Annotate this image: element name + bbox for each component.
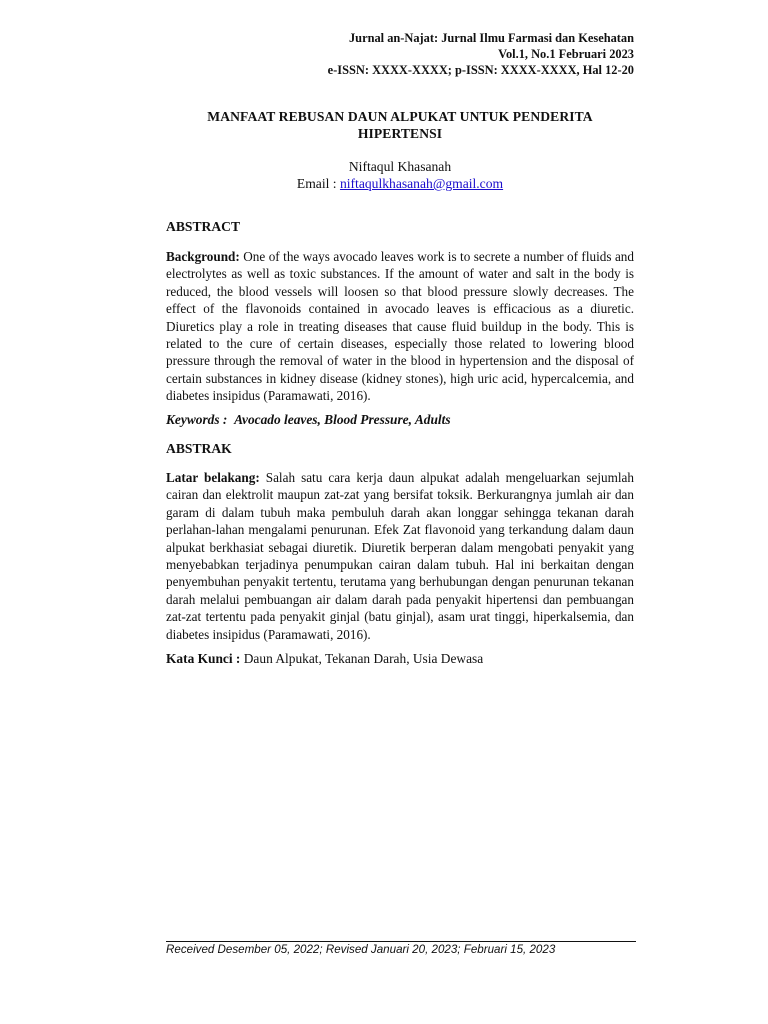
journal-volume: Vol.1, No.1 Februari 2023 bbox=[498, 47, 634, 61]
paper-title: MANFAAT REBUSAN DAUN ALPUKAT UNTUK PENDERITA HIPERTENSI bbox=[207, 109, 593, 141]
keywords-label: Keywords : bbox=[166, 412, 228, 427]
footer-divider bbox=[166, 941, 636, 942]
abstract-keywords bbox=[166, 412, 634, 428]
abstrak-paragraph bbox=[166, 469, 634, 643]
received-dates: Received Desember 05, 2022; Revised Januari 20, 2023; Februari 15, 2023 bbox=[166, 943, 556, 956]
abstrak-keywords bbox=[166, 651, 634, 667]
journal-header bbox=[214, 30, 634, 78]
email-label: Email : bbox=[296, 176, 340, 191]
journal-name: Jurnal an-Najat: Jurnal Ilmu Farmasi dan Kesehatan bbox=[348, 31, 634, 45]
abstrak-heading: ABSTRAK bbox=[166, 441, 232, 456]
author-email-line bbox=[166, 175, 634, 192]
keywords-values: Avocado leaves, Blood Pressure, Adults bbox=[234, 412, 451, 427]
abstract-background-text: One of the ways avocado leaves work is to secrete a number of fluids and electrolytes as well as toxic substances. If the amount of water and salt in the body is reduced, the blood vessels will loosen so that blood pressure slowly decreases. The effect of the flavonoids contained in avocado leaves is efficacious as a diuretic. Diuretics play a role in treating diseases that cause fluid buildup in the body. This is related to the cure of certain diseases, especially those related to lowering blood pressure through the removal of water in the blood in hypertension and the disposal of certain substances in kidney disease (kidney stones), high uric acid, hypercalcemia, and diabetes insipidus (Paramawati, 2016). bbox=[166, 249, 634, 404]
abstract-paragraph bbox=[166, 248, 634, 405]
abstrak-background-text: Salah satu cara kerja daun alpukat adalah mengeluarkan sejumlah cairan dan elektrolit maupun zat-zat yang bersifat toksik. Berkurangnya jumlah air dan garam di dalam tubuh maka pembuluh darah akan longgar sehingga tekanan darah perlahan-lahan mengalami penurunan. Efek Zat flavonoid yang terkandung dalam daun alpukat berkhasiat sebagai diuretik. Diuretik berperan dalam mengobati penyakit yang menyebabkan terjadinya penumpukan cairan dalam tubuh. Hal ini berkaitan dengan penyembuhan penyakit tertentu, terutama yang berhubungan dengan penurunan tekanan darah melalui pembuangan air dalam darah pada penyakit hipertensi dan pembuangan zat-zat tertentu pada penyakit ginjal (batu ginjal), asam urat tinggi, hiperkalsemia, dan diabetes insipidus (Paramawati, 2016). bbox=[166, 470, 634, 642]
author-name: Niftaqul Khasanah bbox=[348, 159, 452, 174]
email-link[interactable]: niftaqulkhasanah@gmail.com bbox=[339, 176, 504, 191]
journal-issn: e-ISSN: XXXX-XXXX; p-ISSN: XXXX-XXXX, Hal 12-20 bbox=[327, 63, 634, 77]
abstract-background-label: Background: bbox=[166, 249, 240, 264]
abstract-heading: ABSTRACT bbox=[166, 219, 241, 234]
kata-kunci-values: Daun Alpukat, Tekanan Darah, Usia Dewasa bbox=[243, 651, 484, 666]
kata-kunci-label: Kata Kunci : bbox=[166, 651, 241, 666]
author-block bbox=[166, 158, 634, 192]
abstrak-background-label: Latar belakang: bbox=[166, 470, 260, 485]
